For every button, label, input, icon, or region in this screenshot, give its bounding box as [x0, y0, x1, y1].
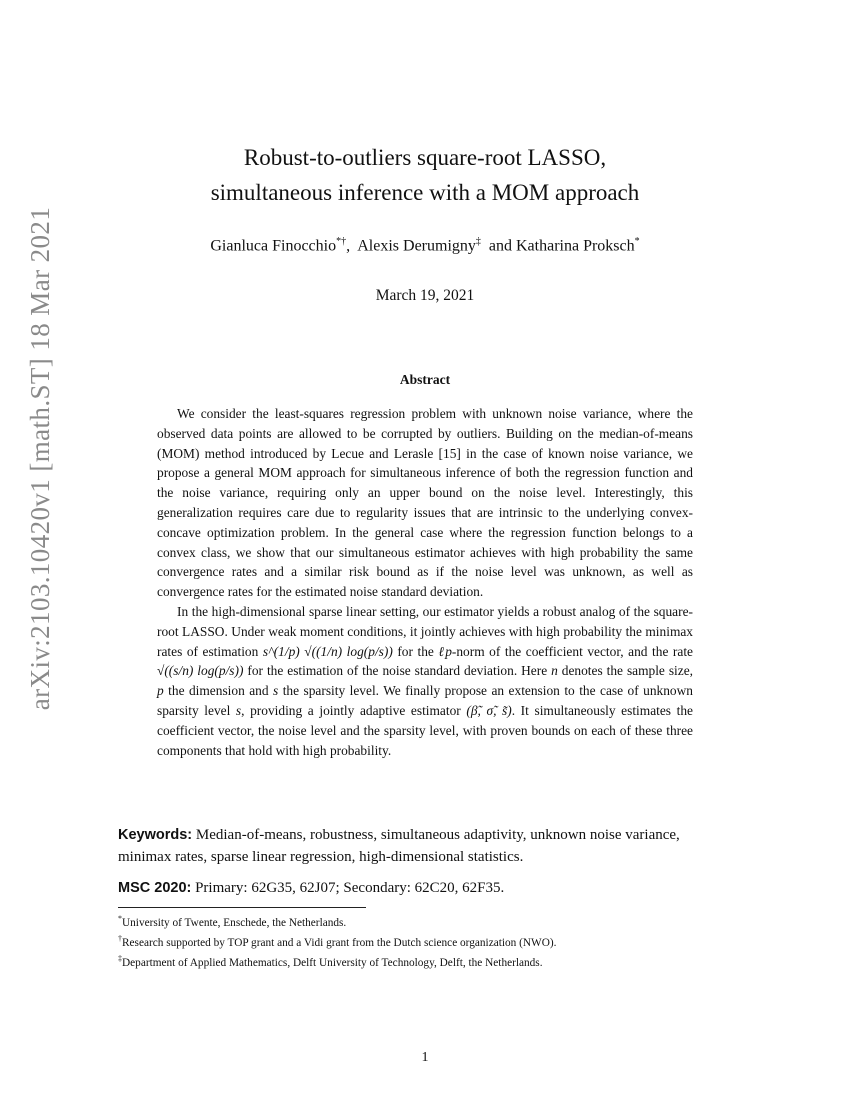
title-line-2: simultaneous inference with a MOM approach [210, 180, 640, 205]
author-list [110, 236, 740, 255]
footnote-text: University of Twente, Enschede, the Netherlands. [122, 916, 347, 929]
footnote-rule [118, 907, 366, 908]
footnote [118, 931, 738, 951]
abstract-body [157, 404, 693, 760]
footnotes [118, 911, 738, 971]
abstract-text: . It simultaneously estimates the coefficient vector, the noise level and the sparsity level, with proven bounds on each of these three components that hold with high probability. [157, 702, 693, 758]
math-inline: n [551, 663, 558, 679]
msc-label: MSC 2020: [118, 880, 192, 896]
footnote-text: Research supported by TOP grant and a Vidi grant from the Dutch science organization (NWO). [122, 936, 557, 949]
math-inline: (β̃, σ̃, s̃) [466, 702, 512, 718]
author-separator: , [346, 237, 358, 255]
arxiv-side-stamp [20, 206, 62, 710]
abstract-text: In the high-dimensional sparse linear setting, our estimator yields a robust analog of the square-root LASSO. Under weak moment conditions, it jointly achieves with high probability the minimax rates of estimation [157, 603, 693, 659]
author-name: Gianluca Finocchio [210, 237, 337, 255]
author-affiliation-mark: ‡ [475, 236, 481, 247]
math-inline: √((s/n) log(p/s)) [157, 663, 244, 679]
author-separator: and [480, 237, 516, 255]
author-name: Alexis Derumigny [357, 237, 476, 255]
abstract-text: denotes the sample size, [557, 663, 693, 679]
footnote [118, 911, 738, 931]
math-inline: s [235, 702, 242, 718]
abstract-paragraph-1: We consider the least-squares regression problem with unknown noise variance, where the observed data points are allowed to be corrupted by outliers. Building on the median-of-means (MOM) method introduced by Lecue and Lerasle [15] in the case of known noise variance, we propose a general MOM approach for simultaneous inference of both the regression function and the noise variance, requiring only an upper bound on the noise level. Interestingly, this generalization requires care due to regularity issues that are intrinsic to the underlying convex-concave optimization problem. In the general case where the regression function belongs to a convex class, we show that our simultaneous estimator achieves with high probability the same convergence rates and a similar risk bound as if the noise level was unknown, as well as convergence rates for the estimated noise standard deviation. [157, 406, 693, 600]
math-inline: s [273, 683, 279, 699]
msc-classification [118, 880, 732, 897]
abstract-text: for the [392, 643, 439, 659]
keywords-text: Median-of-means, robustness, simultaneous adaptivity, unknown noise variance, minimax rates, sparse linear regression, high-dimensional statistics. [118, 827, 680, 865]
keywords-section [118, 824, 732, 868]
abstract-text: for the estimation of the noise standard deviation. Here [243, 663, 552, 679]
arxiv-identifier: arXiv:2103.10420v1 [math.ST] 18 Mar 2021 [25, 206, 56, 710]
abstract-paragraph-2 [157, 602, 693, 760]
footnote-mark: * [118, 914, 122, 923]
math-inline: ℓp [438, 643, 452, 659]
math-inline: s^(1/p) √((1/n) log(p/s)) [262, 643, 393, 659]
footnote-mark: ‡ [118, 953, 122, 963]
abstract-text: the sparsity level. We finally propose an extension to the case of unknown sparsity level [157, 683, 693, 718]
footnote-mark: † [118, 933, 122, 943]
paper-title [110, 140, 740, 210]
abstract-text: the dimension and [163, 683, 274, 699]
title-line-1: Robust-to-outliers square-root LASSO, [243, 145, 607, 170]
math-inline: p [157, 683, 164, 699]
abstract-heading: Abstract [399, 372, 451, 387]
footnote-text: Department of Applied Mathematics, Delft University of Technology, Delft, the Netherlands. [122, 956, 543, 969]
abstract-text: , providing a jointly adaptive estimator [241, 702, 467, 718]
publication-date: March 19, 2021 [375, 287, 475, 304]
abstract-text: -norm of the coefficient vector, and the rate [451, 643, 693, 659]
page-number: 1 [421, 1050, 429, 1065]
footnote [118, 951, 738, 971]
msc-text: Primary: 62G35, 62J07; Secondary: 62C20, 62F35. [191, 880, 505, 896]
author-affiliation-mark: * [634, 236, 640, 247]
keywords-label: Keywords: [118, 827, 193, 843]
author-affiliation-mark: *† [336, 236, 347, 247]
author-name: Katharina Proksch [516, 237, 635, 255]
